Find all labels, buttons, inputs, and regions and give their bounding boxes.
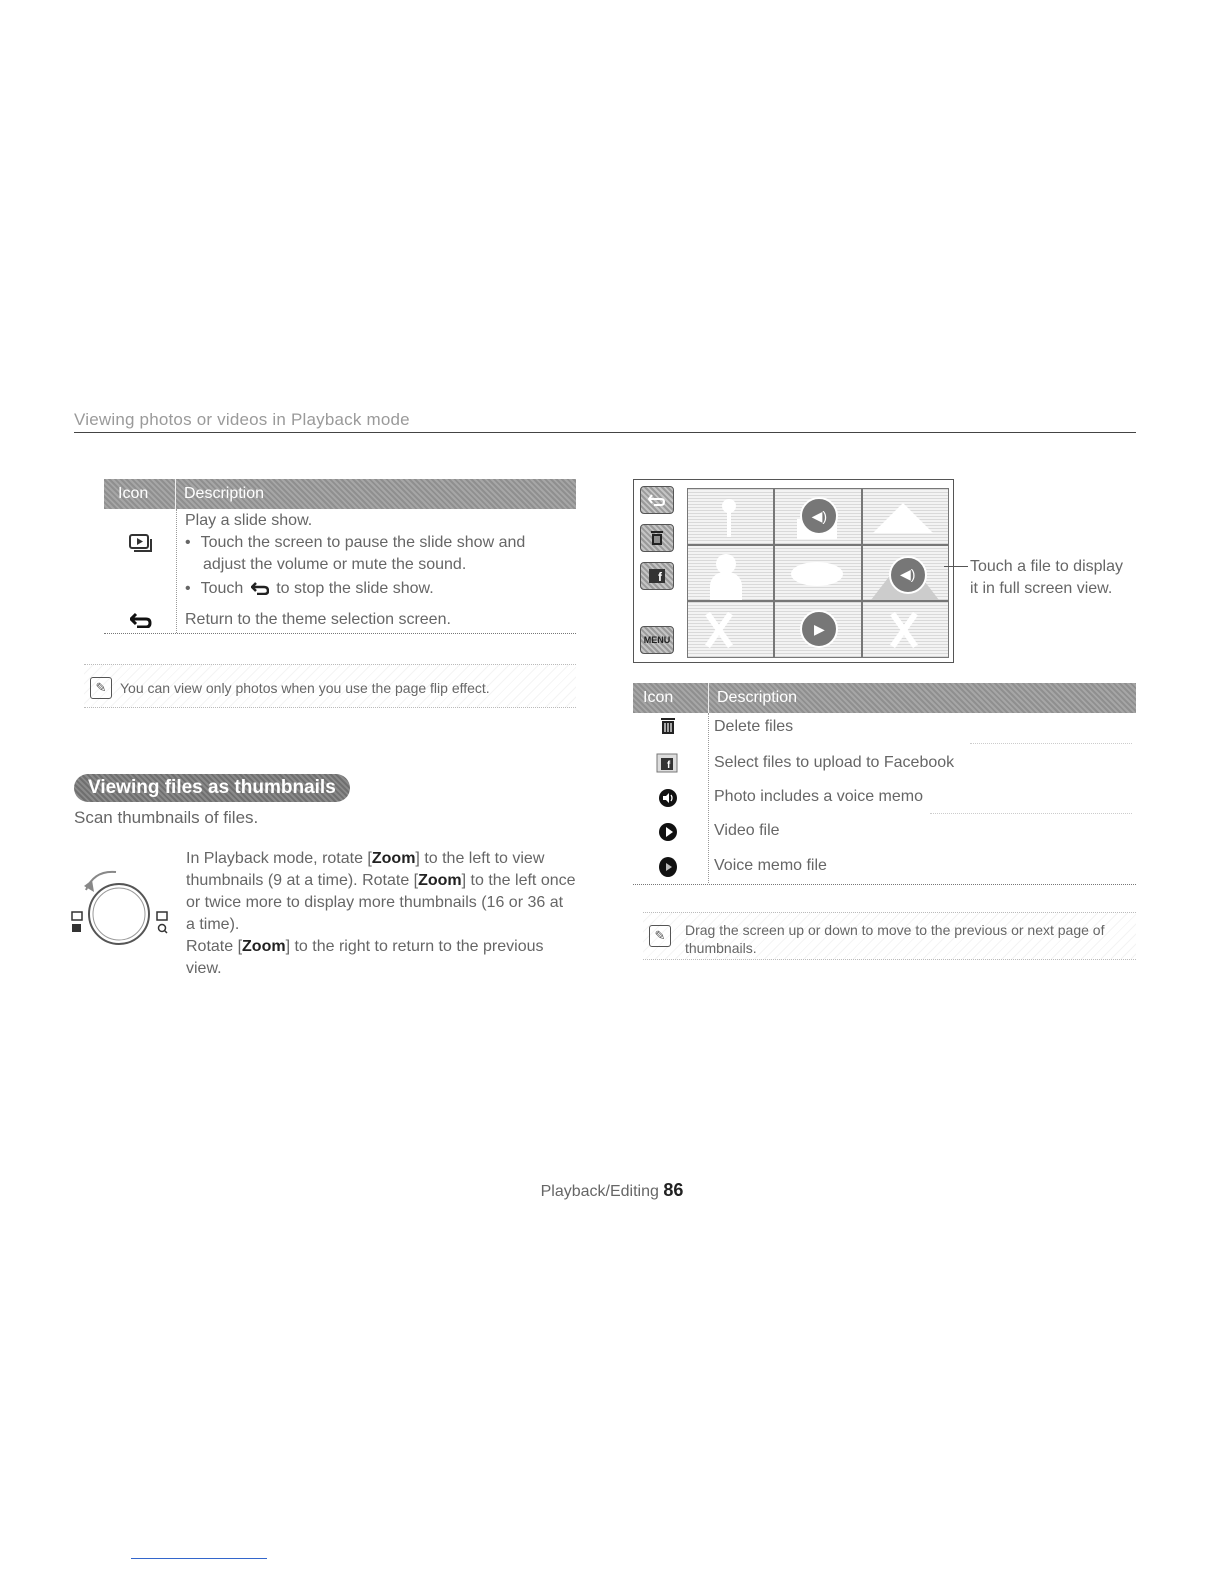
header-divider bbox=[175, 479, 176, 509]
callout-line-1: Touch a file to display bbox=[970, 558, 1123, 575]
menu-button[interactable]: MENU bbox=[640, 626, 674, 654]
slideshow-icon bbox=[128, 533, 154, 555]
thumbnail[interactable] bbox=[863, 489, 948, 544]
section-intro: Scan thumbnails of files. bbox=[74, 808, 259, 827]
zoom-keyword: Zoom bbox=[418, 872, 462, 889]
note-icon: ✎ bbox=[649, 925, 671, 947]
thumbnail-video[interactable] bbox=[775, 602, 860, 657]
right-table-bottom-rule bbox=[633, 884, 1136, 885]
row-rule bbox=[930, 813, 1132, 814]
svg-text:f: f bbox=[658, 570, 662, 584]
note-2-line-2: thumbnails. bbox=[685, 940, 757, 956]
footer-section: Playback/Editing bbox=[540, 1183, 659, 1200]
instruction-line-6: view. bbox=[186, 960, 222, 977]
zoom-keyword: Zoom bbox=[371, 850, 416, 867]
thumbnail-voice-memo-photo[interactable] bbox=[775, 489, 860, 544]
instr-5c: ] to the right to return to the previous bbox=[285, 938, 544, 955]
left-table-column-divider bbox=[176, 509, 177, 633]
col-description-header: Description bbox=[184, 485, 265, 502]
thumbnail[interactable] bbox=[775, 546, 860, 601]
thumbnail[interactable] bbox=[863, 602, 948, 657]
header-divider bbox=[708, 683, 709, 713]
slideshow-bullet-2: • Touch to stop the slide show. bbox=[185, 578, 434, 602]
note-1-text: You can view only photos when you use the page flip effect. bbox=[120, 680, 490, 696]
instruction-line-4: a time). bbox=[186, 916, 240, 933]
note-2-line-1: Drag the screen up or down to move to the previous or next page of bbox=[685, 922, 1105, 938]
speaker-icon: ◀) bbox=[889, 556, 927, 594]
page-footer bbox=[0, 1180, 1224, 1201]
speaker-icon: ◀) bbox=[800, 497, 838, 535]
page-header-title: Viewing photos or videos in Playback mode bbox=[74, 410, 410, 429]
header-divider bbox=[74, 432, 1136, 433]
left-table-bottom-rule bbox=[104, 633, 576, 634]
col-description-header: Description bbox=[717, 689, 798, 706]
instruction-line-2 bbox=[186, 870, 576, 892]
inline-back-arrow-icon bbox=[251, 580, 269, 602]
callout-line-2: it in full screen view. bbox=[970, 580, 1113, 597]
trash-icon bbox=[658, 716, 678, 736]
left-table-header bbox=[104, 479, 576, 509]
col-icon-header: Icon bbox=[643, 689, 674, 706]
note-box-1 bbox=[84, 664, 576, 708]
video-file-icon bbox=[657, 821, 679, 843]
voice-memo-photo-text: Photo includes a voice memo bbox=[714, 788, 923, 805]
slideshow-bullet-1: • Touch the screen to pause the slide show and bbox=[185, 534, 526, 551]
bullet-2-prefix: Touch bbox=[200, 580, 244, 597]
instr-2c: ] to the left once bbox=[461, 872, 576, 889]
bullet-1-line-2: adjust the volume or mute the sound. bbox=[203, 556, 467, 573]
voice-memo-file-icon bbox=[657, 855, 679, 879]
bullet-2-suffix: to stop the slide show. bbox=[276, 580, 434, 597]
instr-1c: ] to the left to view bbox=[415, 850, 545, 867]
facebook-upload-text: Select files to upload to Facebook bbox=[714, 754, 955, 771]
voice-memo-file-text: Voice memo file bbox=[714, 857, 827, 874]
instruction-line-3: or twice more to display more thumbnails (16 or 36 at bbox=[186, 894, 564, 911]
back-arrow-icon bbox=[128, 610, 154, 630]
slideshow-title: Play a slide show. bbox=[185, 512, 313, 529]
thumbnail[interactable] bbox=[688, 546, 773, 601]
row-rule bbox=[970, 743, 1132, 744]
bottom-link-rule bbox=[131, 1558, 267, 1559]
instr-1a: In Playback mode, rotate [ bbox=[186, 850, 372, 867]
thumbnail[interactable] bbox=[688, 489, 773, 544]
facebook-icon bbox=[655, 752, 679, 774]
section-title-pill: Viewing files as thumbnails bbox=[74, 774, 350, 802]
right-table-header bbox=[633, 683, 1136, 713]
play-icon: ▶ bbox=[800, 610, 838, 648]
facebook-button[interactable] bbox=[640, 562, 674, 590]
thumbnail-grid bbox=[687, 488, 949, 658]
camera-thumbnail-screen bbox=[633, 479, 954, 663]
zoom-keyword: Zoom bbox=[242, 938, 286, 955]
back-button[interactable] bbox=[640, 486, 674, 514]
svg-text:f: f bbox=[667, 760, 671, 771]
video-file-text: Video file bbox=[714, 822, 780, 839]
right-table-column-divider bbox=[708, 713, 709, 883]
col-icon-header: Icon bbox=[118, 485, 149, 502]
instruction-line-1 bbox=[186, 848, 544, 870]
instruction-line-5 bbox=[186, 936, 544, 958]
instr-5a: Rotate [ bbox=[186, 938, 243, 955]
zoom-dial-illustration bbox=[64, 866, 180, 946]
return-theme-text: Return to the theme selection screen. bbox=[185, 611, 451, 628]
bullet-1-line-1: Touch the screen to pause the slide show and bbox=[200, 534, 526, 551]
callout-leader-line bbox=[944, 566, 968, 567]
instr-2a: thumbnails (9 at a time). Rotate [ bbox=[186, 872, 419, 889]
thumbnail-voice-memo-file[interactable] bbox=[863, 546, 948, 601]
thumbnail[interactable] bbox=[688, 602, 773, 657]
page-number: 86 bbox=[663, 1180, 684, 1200]
delete-button[interactable] bbox=[640, 524, 674, 552]
voice-memo-photo-icon bbox=[657, 787, 679, 809]
note-icon: ✎ bbox=[90, 677, 112, 699]
note-box-2 bbox=[643, 912, 1136, 960]
delete-files-text: Delete files bbox=[714, 718, 794, 735]
